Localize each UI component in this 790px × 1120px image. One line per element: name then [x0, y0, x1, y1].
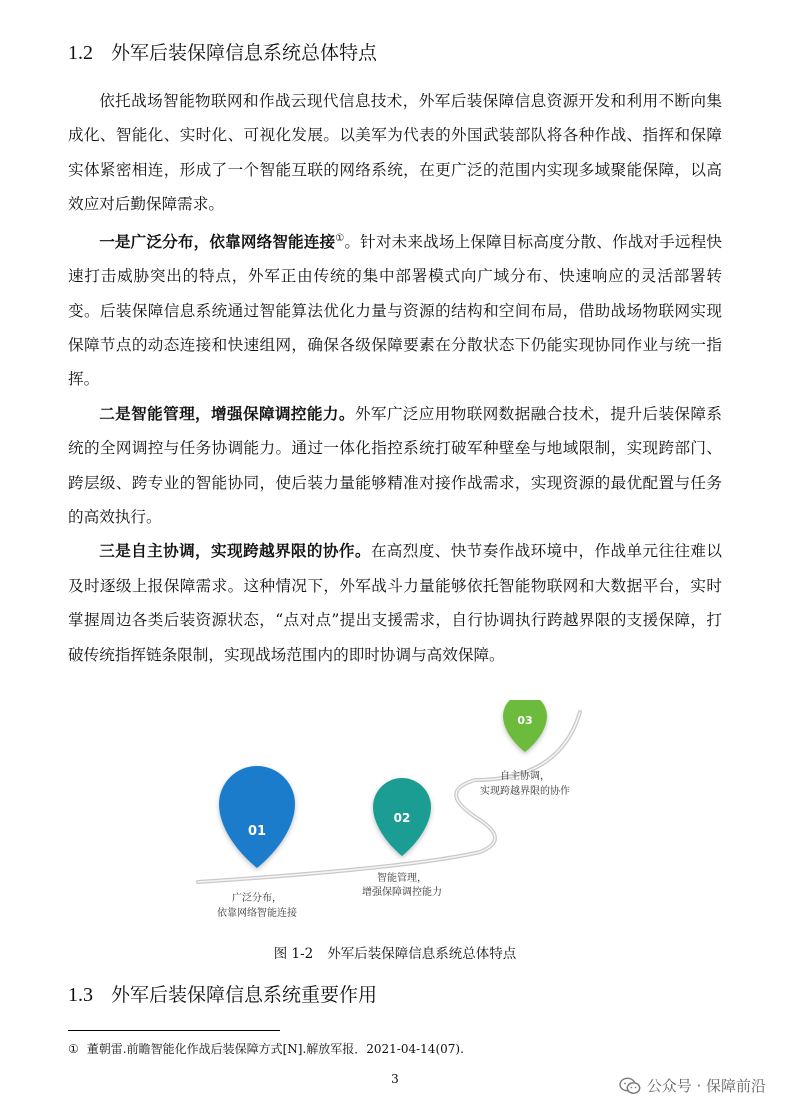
watermark-text: 公众号 · 保障前沿	[646, 1077, 766, 1095]
marker-03-number: 03	[517, 714, 533, 727]
section-heading-1-3	[68, 980, 377, 1007]
paragraph-point-1: 一是广泛分布，依靠网络智能连接①。针对未来战场上保障目标高度分散、作战对手远程快速打击威胁突出的特点，外军正由传统的集中部署模式向广域分布、快速响应的灵活部署转变。后装保障信息系统通过智能算法优化力量与资源的结构和空间布局，借助战场物联网实现保障节点的动态连接和快速组网，确保各级保障要素在分散状态下仍能实现协同作业与统一指挥。	[68, 232, 722, 389]
point-2-lead: 二是智能管理，增强保障调控能力。	[99, 404, 355, 423]
marker-03-label-line1: 自主协调，	[500, 771, 550, 782]
footnote-divider	[68, 1030, 280, 1031]
footnote-mark: ①	[68, 1042, 79, 1056]
marker-02-label-line2: 增强保障调控能力	[362, 887, 442, 898]
footnote-text: 董朝雷.前瞻智能化作战后装保障方式[N].解放军报．2021-04-14(07).	[86, 1042, 464, 1056]
figure-caption	[0, 942, 790, 962]
marker-01-number: 01	[247, 824, 267, 839]
section-number: 1.3	[68, 984, 93, 1006]
marker-02-label-line1: 智能管理，	[377, 873, 427, 884]
section-heading-1-2	[68, 38, 377, 65]
section-title: 外军后装保障信息系统总体特点	[111, 42, 378, 64]
body-text	[68, 84, 722, 672]
footnote	[68, 1040, 464, 1057]
point-1-lead: 一是广泛分布，依靠网络智能连接	[99, 232, 336, 251]
page-number: 3	[391, 1072, 399, 1086]
wechat-icon	[619, 1077, 641, 1095]
marker-02-number: 02	[393, 811, 411, 825]
figure-caption-number: 图 1-2	[273, 946, 314, 962]
section-number: 1.2	[68, 42, 93, 64]
pin-icon	[219, 766, 295, 868]
point-3-lead: 三是自主协调，实现跨越界限的协作。	[99, 542, 371, 561]
watermark	[619, 1075, 766, 1096]
paragraph-point-2: 二是智能管理，增强保障调控能力。外军广泛应用物联网数据融合技术，提升后装保障系统的全网调控与任务协调能力。通过一体化指控系统打破军种壁垒与地域限制，实现跨部门、跨层级、跨专业的智能协同，使后装力量能够精准对接作战需求，实现资源的最优配置与任务的高效执行。	[68, 404, 722, 527]
marker-01	[219, 766, 295, 868]
feature-roadmap-figure	[180, 700, 620, 930]
marker-01-label-line1: 广泛分布，	[232, 893, 282, 904]
paragraph-point-3: 三是自主协调，实现跨越界限的协作。在高烈度、快节奏作战环境中，作战单元往往难以及时逐级上报保障需求。这种情况下，外军战斗力量能够依托智能物联网和大数据平台，实时掌握周边各类后装资源状态，“点对点”提出支援需求，自行协调执行跨越界限的支援保障，打破传统指挥链条限制，实现战场范围内的即时协调与高效保障。	[68, 542, 722, 664]
marker-03-label-line2: 实现跨越界限的协作	[480, 786, 570, 797]
figure-caption-text: 外军后装保障信息系统总体特点	[327, 946, 517, 962]
section-title: 外军后装保障信息系统重要作用	[111, 984, 378, 1006]
footnote-ref[interactable]: ①	[335, 232, 345, 244]
paragraph-intro: 依托战场智能物联网和作战云现代信息技术，外军后装保障信息资源开发和利用不断向集成化、智能化、实时化、可视化发展。以美军为代表的外国武装部队将各种作战、指挥和保障实体紧密相连，形成了一个智能互联的网络系统，在更广泛的范围内实现多域聚能保障，以高效应对后勤保障需求。	[68, 92, 722, 214]
marker-01-label-line2: 依靠网络智能连接	[217, 908, 297, 919]
